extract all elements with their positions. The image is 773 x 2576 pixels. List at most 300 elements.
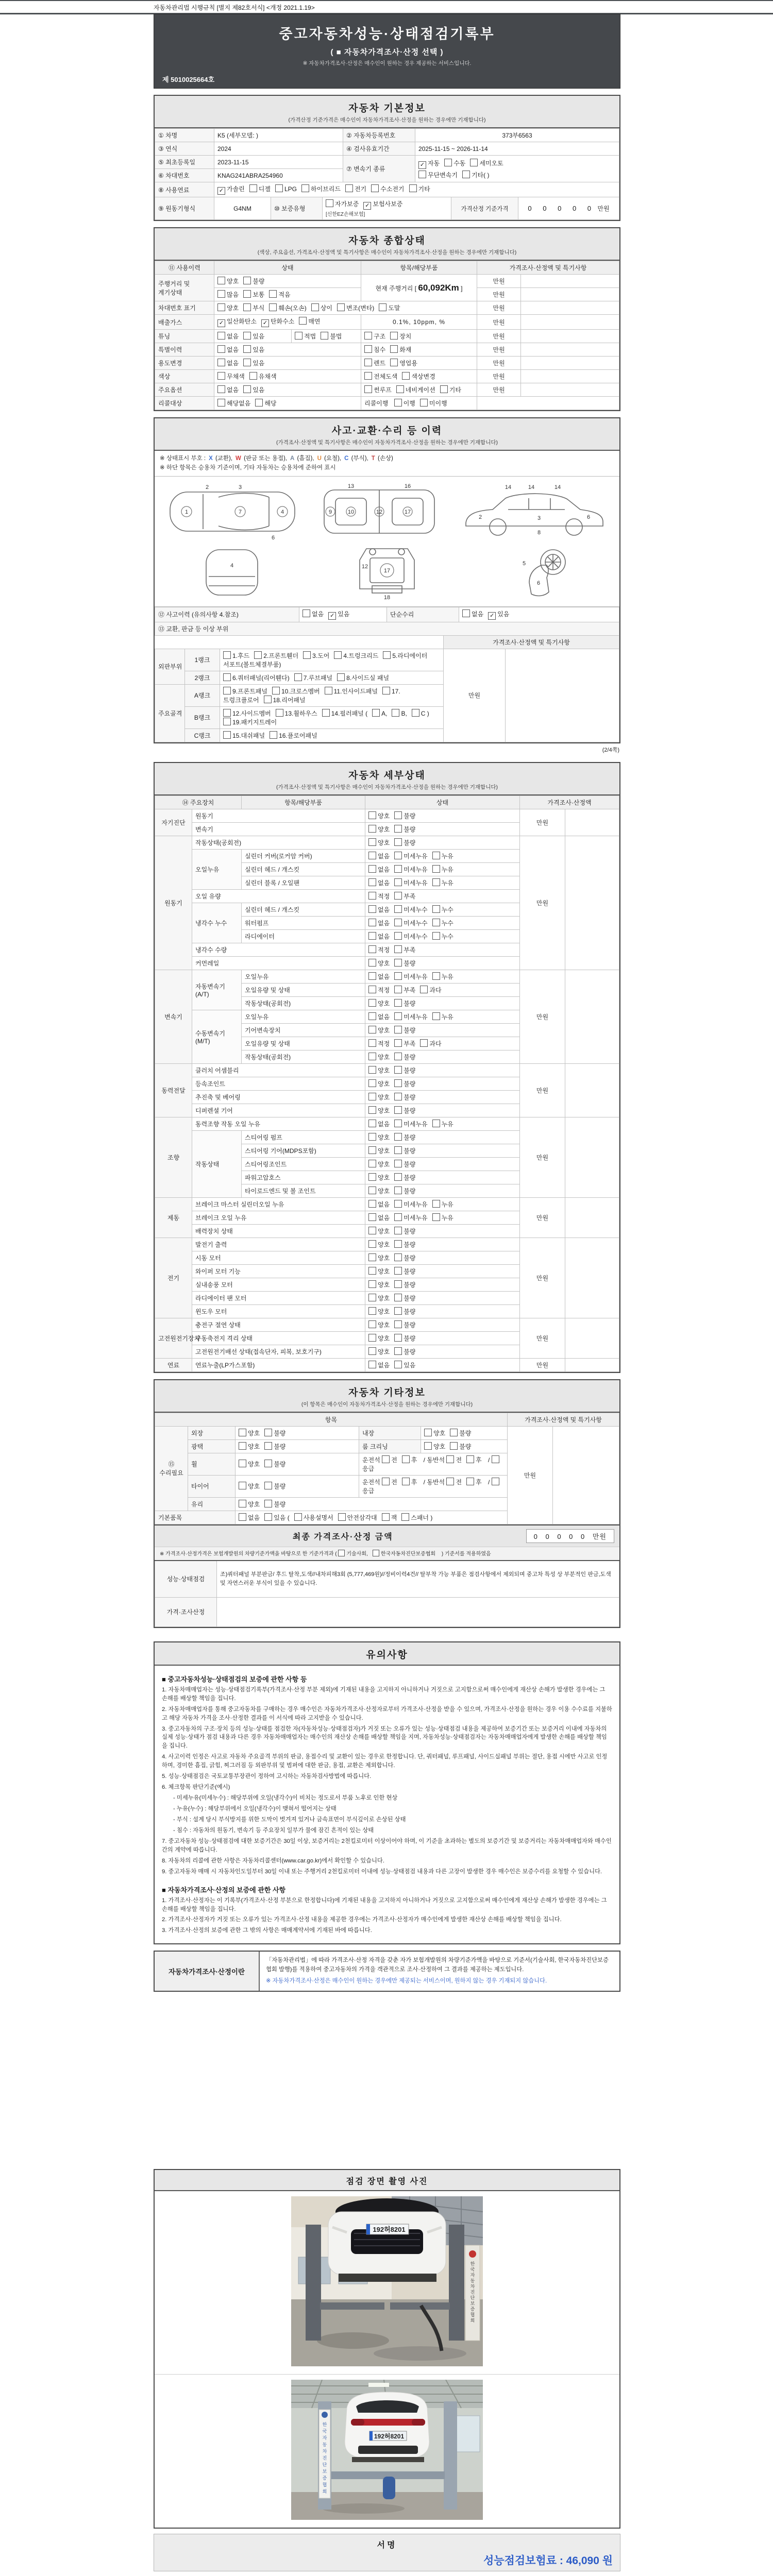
- checkbox-unchecked[interactable]: [364, 345, 372, 353]
- overall-title: 자동차 종합상태: [348, 235, 426, 246]
- checkbox-unchecked[interactable]: [321, 332, 328, 340]
- row-label: 주요옵션: [155, 383, 214, 397]
- checkbox-unchecked[interactable]: [394, 1294, 402, 1301]
- checkbox-unchecked[interactable]: [368, 865, 376, 873]
- emission-values: 0.1%, 10ppm, %: [361, 315, 477, 330]
- checkbox-unchecked[interactable]: [239, 1500, 246, 1507]
- checkbox-unchecked[interactable]: [223, 709, 231, 717]
- checkbox-unchecked[interactable]: [394, 1093, 402, 1100]
- item-label: 파워고압호스: [242, 1171, 365, 1184]
- checkbox-unchecked[interactable]: [394, 932, 402, 940]
- basic-info-table-4: [155, 197, 619, 220]
- checkbox-unchecked[interactable]: [368, 1039, 376, 1047]
- checkbox-unchecked[interactable]: [239, 1429, 246, 1436]
- checkbox-unchecked[interactable]: [217, 290, 225, 298]
- checkbox-unchecked[interactable]: [466, 1455, 474, 1463]
- checkbox-unchecked[interactable]: [294, 1513, 302, 1521]
- table-row: [155, 607, 619, 622]
- checkbox-label: 양호: [378, 1026, 390, 1034]
- state-options: [365, 1264, 520, 1278]
- checkbox-unchecked[interactable]: [396, 385, 404, 393]
- checkbox-unchecked[interactable]: [450, 1429, 458, 1436]
- checkbox-unchecked[interactable]: [295, 332, 303, 340]
- checkbox-unchecked[interactable]: [432, 1012, 440, 1020]
- checkbox-unchecked[interactable]: [368, 1079, 376, 1087]
- checkbox-unchecked[interactable]: [334, 651, 342, 659]
- checkbox-unchecked[interactable]: [368, 1173, 376, 1181]
- checkbox-unchecked[interactable]: [368, 1160, 376, 1167]
- checkbox-unchecked[interactable]: [368, 892, 376, 900]
- checkbox-unchecked[interactable]: [394, 1227, 402, 1234]
- item-label: 실린더 헤드 / 개스킷: [242, 903, 365, 916]
- checkbox-label: 없음: [378, 1120, 390, 1128]
- checkbox-checked[interactable]: ✓: [488, 612, 496, 620]
- checkbox-unchecked[interactable]: [326, 199, 333, 207]
- checkbox-unchecked[interactable]: [466, 1478, 474, 1485]
- row-label: 배출가스: [155, 315, 214, 330]
- checkbox-unchecked[interactable]: [368, 838, 376, 846]
- checkbox-unchecked[interactable]: [394, 838, 402, 846]
- notice-item: 1. 가격조사·산정자는 이 기록부(가격조사·산정 부분으로 한정합니다)에 기재된 내용을 고지하지 아니하거나 거짓으로 고지함으로써 매수인에게 재산상 손해가 발생한 경우에는 그 손해를 배상할 책임을 집니다.: [162, 1897, 607, 1912]
- special-history-options: [214, 343, 361, 357]
- checkbox-unchecked[interactable]: [269, 303, 277, 311]
- diagram-number: 12: [361, 563, 368, 570]
- checkbox-unchecked[interactable]: [394, 1361, 402, 1368]
- checkbox-unchecked[interactable]: [394, 1120, 402, 1127]
- checkbox-unchecked[interactable]: [368, 959, 376, 967]
- checkbox-unchecked[interactable]: [239, 1482, 246, 1489]
- detail-row: [155, 1197, 619, 1211]
- checkbox-unchecked[interactable]: [394, 1079, 402, 1087]
- item-label: 동력조향 작동 오일 누유: [192, 1117, 365, 1130]
- final-price-value: [526, 1529, 614, 1543]
- checkbox-unchecked[interactable]: [409, 184, 417, 192]
- checkbox-unchecked[interactable]: [368, 932, 376, 940]
- checkbox-label: 양호: [433, 1429, 446, 1437]
- checkbox-unchecked[interactable]: [394, 1320, 402, 1328]
- checkbox-unchecked[interactable]: [368, 1066, 376, 1074]
- checkbox-unchecked[interactable]: [394, 1240, 402, 1248]
- checkbox-label: 불량: [404, 812, 416, 820]
- checkbox-unchecked[interactable]: [432, 1120, 440, 1127]
- checkbox-unchecked[interactable]: [402, 372, 410, 380]
- checkbox-unchecked[interactable]: [272, 687, 280, 694]
- sub-group-label: 오일누유: [192, 849, 242, 889]
- checkbox-unchecked[interactable]: [394, 399, 402, 406]
- remark-cell: [565, 1063, 619, 1117]
- checkbox-unchecked[interactable]: [345, 184, 353, 192]
- checkbox-unchecked[interactable]: [243, 332, 251, 340]
- checkbox-unchecked[interactable]: [368, 905, 376, 913]
- checkbox-label: 불량: [404, 1281, 416, 1289]
- checkbox-unchecked[interactable]: [368, 1093, 376, 1100]
- checkbox-unchecked[interactable]: [368, 1053, 376, 1060]
- checkbox-unchecked[interactable]: [424, 1429, 432, 1436]
- checkbox-unchecked[interactable]: [402, 1455, 410, 1463]
- diagram-number: 2: [478, 514, 482, 520]
- checkbox-unchecked[interactable]: [432, 852, 440, 859]
- checkbox-unchecked[interactable]: [239, 1442, 246, 1450]
- checkbox-unchecked[interactable]: [368, 986, 376, 993]
- checkbox-unchecked[interactable]: [243, 385, 251, 393]
- checkbox-unchecked[interactable]: [368, 919, 376, 926]
- checkbox-unchecked[interactable]: [394, 1187, 402, 1194]
- detail-title: 자동차 세부상태: [348, 770, 426, 781]
- checkbox-label: 구조: [374, 333, 386, 340]
- checkbox-unchecked[interactable]: [254, 651, 262, 659]
- checkbox-unchecked[interactable]: [462, 171, 470, 178]
- checkbox-unchecked[interactable]: [368, 1347, 376, 1355]
- checkbox-unchecked[interactable]: [217, 345, 225, 353]
- table-header-row: [155, 261, 619, 275]
- detail-table: [155, 795, 619, 1372]
- checkbox-label: 미세누유: [404, 1200, 428, 1208]
- overall-header: [155, 228, 619, 261]
- checkbox-unchecked[interactable]: [394, 1253, 402, 1261]
- checkbox-unchecked[interactable]: [368, 1200, 376, 1208]
- checkbox-unchecked[interactable]: [368, 1294, 376, 1301]
- row-label: 휠: [188, 1453, 236, 1475]
- basic-info-title: 자동차 기본정보: [348, 103, 426, 114]
- checkbox-unchecked[interactable]: [432, 905, 440, 913]
- checkbox-label: 해당: [264, 400, 277, 407]
- remark-cell: [521, 330, 619, 343]
- checkbox-unchecked[interactable]: [432, 865, 440, 873]
- checkbox-unchecked[interactable]: [368, 1361, 376, 1368]
- device-label: 자기진단: [155, 809, 192, 836]
- checkbox-unchecked[interactable]: [364, 332, 372, 340]
- car-diagram-trunk-floor-view: [343, 545, 431, 600]
- checkbox-unchecked[interactable]: [394, 865, 402, 873]
- checkbox-checked[interactable]: ✓: [363, 202, 371, 210]
- checkbox-unchecked[interactable]: [322, 709, 330, 717]
- checkbox-unchecked[interactable]: [373, 1550, 379, 1556]
- checkbox-unchecked[interactable]: [368, 1253, 376, 1261]
- checkbox-unchecked[interactable]: [392, 709, 399, 717]
- checkbox-label: LPG: [284, 185, 297, 193]
- checkbox-unchecked[interactable]: [368, 1026, 376, 1033]
- checkbox-unchecked[interactable]: [368, 1334, 376, 1342]
- photos-header: [155, 2170, 619, 2191]
- checkbox-unchecked[interactable]: [432, 878, 440, 886]
- legend-code-desc: (판금 또는 용접),: [242, 455, 287, 462]
- checkbox-unchecked[interactable]: [368, 945, 376, 953]
- checkbox-label: 2.프론트휀더: [263, 652, 299, 659]
- checkbox-unchecked[interactable]: [394, 1307, 402, 1315]
- remark-cell: [565, 1238, 619, 1318]
- checkbox-label: 색상변경: [411, 373, 435, 380]
- checkbox-unchecked[interactable]: [338, 1513, 346, 1521]
- checkbox-unchecked[interactable]: [364, 359, 372, 366]
- checkbox-unchecked[interactable]: [337, 303, 345, 311]
- checkbox-checked[interactable]: ✓: [217, 319, 225, 327]
- checkbox-checked[interactable]: ✓: [418, 161, 426, 169]
- checkbox-unchecked[interactable]: [223, 651, 231, 659]
- checkbox-unchecked[interactable]: [364, 385, 372, 393]
- checkbox-unchecked[interactable]: [394, 959, 402, 967]
- checkbox-label: 적정: [378, 892, 390, 900]
- checkbox-unchecked[interactable]: [368, 811, 376, 819]
- checkbox-unchecked[interactable]: [301, 184, 309, 192]
- checkbox-unchecked[interactable]: [394, 1039, 402, 1047]
- price-select-subtitle: ( ■ 자동차가격조사·산정 선택 ): [330, 48, 444, 57]
- checkbox-label: 양호: [378, 1066, 390, 1074]
- checkbox-unchecked[interactable]: [243, 277, 251, 284]
- checkbox-unchecked[interactable]: [368, 1146, 376, 1154]
- checkbox-unchecked[interactable]: [223, 718, 231, 725]
- checkbox-unchecked[interactable]: [264, 696, 272, 703]
- checkbox-unchecked[interactable]: [371, 184, 379, 192]
- checkbox-unchecked[interactable]: [462, 609, 470, 617]
- state-options: [365, 996, 520, 1010]
- state-options: [365, 1345, 520, 1358]
- checkbox-unchecked[interactable]: [368, 1012, 376, 1020]
- checkbox-unchecked[interactable]: [223, 731, 231, 739]
- checkbox-unchecked[interactable]: [217, 359, 225, 366]
- checkbox-unchecked[interactable]: [270, 731, 277, 739]
- checkbox-unchecked[interactable]: [394, 1347, 402, 1355]
- checkbox-unchecked[interactable]: [492, 1478, 499, 1485]
- checkbox-label: 없음: [227, 386, 239, 394]
- checkbox-unchecked[interactable]: [382, 1478, 390, 1485]
- tuning-type-options: [361, 330, 477, 343]
- lift-banner-text-front: 한 국 자 동 차 진 단 보 증 협 회: [470, 2261, 475, 2323]
- state-options: [365, 970, 520, 983]
- checkbox-unchecked[interactable]: [446, 1455, 454, 1463]
- checkbox-checked[interactable]: ✓: [261, 319, 269, 327]
- checkbox-unchecked[interactable]: [420, 399, 428, 406]
- checkbox-unchecked[interactable]: [394, 825, 402, 833]
- inspection-insurance-fee: 성능점검보험료 : 46,090 원: [483, 2555, 613, 2567]
- checkbox-unchecked[interactable]: [368, 1106, 376, 1114]
- checkbox-unchecked[interactable]: [394, 972, 402, 980]
- checkbox-unchecked[interactable]: [264, 1429, 272, 1436]
- price-cell: 만원: [520, 1238, 565, 1318]
- checkbox-unchecked[interactable]: [255, 399, 263, 406]
- item-label: 오일 유량: [192, 889, 365, 903]
- checkbox-unchecked[interactable]: [243, 359, 251, 366]
- checkbox-unchecked[interactable]: [382, 1513, 390, 1521]
- checkbox-unchecked[interactable]: [368, 1213, 376, 1221]
- checkbox-unchecked[interactable]: [394, 1133, 402, 1141]
- checkbox-unchecked[interactable]: [368, 1187, 376, 1194]
- checkbox-unchecked[interactable]: [390, 359, 398, 366]
- checkbox-unchecked[interactable]: [217, 372, 225, 380]
- checkbox-unchecked[interactable]: [368, 999, 376, 1007]
- checkbox-label: 변조(변타): [346, 304, 375, 312]
- checkbox-unchecked[interactable]: [420, 1039, 428, 1047]
- checkbox-label: 양호: [378, 1308, 390, 1315]
- checkbox-unchecked[interactable]: [368, 1240, 376, 1248]
- checkbox-unchecked[interactable]: [364, 372, 372, 380]
- checkbox-unchecked[interactable]: [368, 1307, 376, 1315]
- checkbox-unchecked[interactable]: [432, 919, 440, 926]
- checkbox-unchecked[interactable]: [492, 1455, 499, 1463]
- checkbox-unchecked[interactable]: [440, 385, 448, 393]
- remark-cell: [521, 275, 619, 288]
- checkbox-unchecked[interactable]: [239, 1460, 246, 1467]
- checkbox-unchecked[interactable]: [379, 303, 386, 311]
- inspector-opinion-text: 조)쿼터패널 부분판금/ 후드 탈착,도색//내차피해3회 (5,777,469원)//정비이력4건// 탈부착 가능 부품은 점검사항에서 제외되며 중고차 특성 상 부분적인 판금,도색 및 자연스러운 부식이 있을 수 있습니다.: [217, 1561, 619, 1598]
- checkbox-unchecked[interactable]: [217, 385, 225, 393]
- checkbox-unchecked[interactable]: [243, 303, 251, 311]
- diagram-number: 3: [239, 484, 242, 490]
- checkbox-unchecked[interactable]: [394, 1026, 402, 1033]
- checkbox-unchecked[interactable]: [299, 317, 307, 325]
- checkbox-unchecked[interactable]: [243, 290, 251, 298]
- checkbox-unchecked[interactable]: [303, 609, 310, 617]
- checkbox-unchecked[interactable]: [264, 1442, 272, 1450]
- checkbox-unchecked[interactable]: [418, 171, 426, 178]
- checkbox-unchecked[interactable]: [394, 1200, 402, 1208]
- checkbox-unchecked[interactable]: [412, 709, 419, 717]
- checkbox-unchecked[interactable]: [420, 986, 428, 993]
- accident-history-label: ⑫ 사고이력 (유의사항 4.참조): [155, 607, 299, 622]
- checkbox-unchecked[interactable]: [368, 972, 376, 980]
- checkbox-unchecked[interactable]: [394, 1173, 402, 1181]
- checkbox-unchecked[interactable]: [264, 1513, 272, 1521]
- item-label: 연료누출(LP가스포함): [192, 1358, 365, 1371]
- checkbox-unchecked[interactable]: [432, 1213, 440, 1221]
- item-label: 작동상태(공회전): [242, 996, 365, 1010]
- checkbox-label: 스패너 ): [411, 1514, 433, 1521]
- checkbox-unchecked[interactable]: [444, 159, 452, 166]
- checkbox-unchecked[interactable]: [394, 892, 402, 900]
- final-note-post: ) 기준서를 적용하였음: [441, 1551, 491, 1557]
- checkbox-unchecked[interactable]: [394, 1267, 402, 1275]
- checkbox-unchecked[interactable]: [394, 878, 402, 886]
- checkbox-unchecked[interactable]: [432, 1200, 440, 1208]
- checkbox-unchecked[interactable]: [337, 673, 345, 681]
- checkbox-checked[interactable]: ✓: [217, 187, 225, 195]
- checkbox-unchecked[interactable]: [394, 1106, 402, 1114]
- checkbox-unchecked[interactable]: [383, 651, 391, 659]
- checkbox-unchecked[interactable]: [394, 1066, 402, 1074]
- checkbox-label: 없음: [378, 1200, 390, 1208]
- checkbox-unchecked[interactable]: [243, 345, 251, 353]
- checkbox-unchecked[interactable]: [402, 1478, 410, 1485]
- checkbox-label: 양호: [248, 1429, 260, 1437]
- checkbox-unchecked[interactable]: [394, 986, 402, 993]
- checkbox-unchecked[interactable]: [394, 919, 402, 926]
- checkbox-unchecked[interactable]: [217, 277, 225, 284]
- checkbox-unchecked[interactable]: [368, 1120, 376, 1127]
- checkbox-unchecked[interactable]: [264, 1482, 272, 1489]
- checkbox-unchecked[interactable]: [368, 1280, 376, 1288]
- price-cell: 만원: [520, 1063, 565, 1117]
- checkbox-label: 없음: [378, 933, 390, 940]
- checkbox-unchecked[interactable]: [390, 345, 398, 353]
- checkbox-unchecked[interactable]: [394, 999, 402, 1007]
- checkbox-unchecked[interactable]: [394, 852, 402, 859]
- checkbox-unchecked[interactable]: [382, 1455, 390, 1463]
- checkbox-unchecked[interactable]: [394, 1053, 402, 1060]
- checkbox-unchecked[interactable]: [372, 709, 380, 717]
- checkbox-unchecked[interactable]: [394, 811, 402, 819]
- notice-item: 2. 자동차매매업자를 통해 중고자동차를 구매하는 경우 매수인은 자동차가격조사·산정자로부터 가격조사·산정을 받을 수 있으며, 가격조사·산정을 원하는 경우 이용 수수료를 지불하고 해당 자동차 가격을 조사·산정한 결과를 이 서식에 따라 고지받을 수 있습니다.: [162, 1706, 612, 1721]
- checkbox-unchecked[interactable]: [394, 1334, 402, 1342]
- checkbox-unchecked[interactable]: [368, 878, 376, 886]
- diagram-number: 9: [328, 509, 332, 515]
- price-cell: 만원: [444, 649, 506, 742]
- checkbox-unchecked[interactable]: [264, 1500, 272, 1507]
- checkbox-unchecked[interactable]: [446, 1478, 454, 1485]
- checkbox-unchecked[interactable]: [368, 852, 376, 859]
- checkbox-unchecked[interactable]: [303, 651, 311, 659]
- checkbox-unchecked[interactable]: [269, 290, 277, 298]
- checkbox-unchecked[interactable]: [424, 1442, 432, 1450]
- checkbox-unchecked[interactable]: [394, 1160, 402, 1167]
- checkbox-unchecked[interactable]: [394, 1146, 402, 1154]
- checkbox-unchecked[interactable]: [217, 399, 225, 406]
- checkbox-unchecked[interactable]: [217, 332, 225, 340]
- checkbox-unchecked[interactable]: [294, 673, 302, 681]
- vin-mark-options: [214, 301, 477, 315]
- checkbox-unchecked[interactable]: [394, 1280, 402, 1288]
- checkbox-checked[interactable]: ✓: [328, 612, 336, 620]
- checkbox-label: 불량: [404, 1348, 416, 1355]
- checkbox-unchecked[interactable]: [223, 673, 231, 681]
- checkbox-unchecked[interactable]: [390, 332, 398, 340]
- row-label: 룸 크리닝: [359, 1439, 421, 1453]
- base-price-label: 가격산정 기준가격: [451, 197, 518, 220]
- checkbox-unchecked[interactable]: [368, 1227, 376, 1234]
- other-header: [155, 1380, 619, 1413]
- checkbox-unchecked[interactable]: [223, 687, 231, 694]
- checkbox-unchecked[interactable]: [368, 1267, 376, 1275]
- checkbox-unchecked[interactable]: [239, 1513, 246, 1521]
- notice-item: - 미세누유(미세누수) : 해당부위에 오일(냉각수)이 비치는 정도로서 부품 노후로 인한 현상: [173, 1795, 398, 1802]
- appraiser-opinion-text: [217, 1597, 619, 1626]
- item-label: 스티어링조인트: [242, 1157, 365, 1171]
- checkbox-unchecked[interactable]: [338, 1550, 345, 1556]
- appraiser-opinion-label: 가격·조사산정: [155, 1597, 217, 1626]
- checkbox-unchecked[interactable]: [311, 303, 319, 311]
- checkbox-unchecked[interactable]: [432, 972, 440, 980]
- diagram-number: 6: [537, 580, 541, 586]
- checkbox-unchecked[interactable]: [450, 1442, 458, 1450]
- checkbox-unchecked[interactable]: [368, 1320, 376, 1328]
- table-row: [155, 197, 619, 220]
- checkbox-unchecked[interactable]: [217, 303, 225, 311]
- checkbox-label: 불량: [404, 1187, 416, 1195]
- checkbox-unchecked[interactable]: [368, 1133, 376, 1141]
- checkbox-unchecked[interactable]: [394, 905, 402, 913]
- checkbox-unchecked[interactable]: [325, 687, 332, 694]
- tuning-legal-options: [292, 330, 361, 343]
- checkbox-unchecked[interactable]: [470, 159, 478, 166]
- accident-history-options: [299, 607, 387, 622]
- checkbox-unchecked[interactable]: [249, 184, 257, 192]
- item-label: 추진축 및 베어링: [192, 1090, 365, 1104]
- checkbox-unchecked[interactable]: [382, 687, 390, 694]
- table-row: [155, 330, 619, 343]
- checkbox-unchecked[interactable]: [394, 945, 402, 953]
- checkbox-label: 수소전기: [380, 185, 405, 193]
- checkbox-unchecked[interactable]: [394, 1213, 402, 1221]
- detail-row: [155, 1358, 619, 1371]
- checkbox-label: 도말: [388, 304, 400, 312]
- checkbox-unchecked[interactable]: [249, 372, 257, 380]
- checkbox-unchecked[interactable]: [394, 1012, 402, 1020]
- checkbox-unchecked[interactable]: [275, 184, 283, 192]
- checkbox-label: 불량: [404, 999, 416, 1007]
- checkbox-unchecked[interactable]: [401, 1513, 409, 1521]
- checkbox-unchecked[interactable]: [368, 825, 376, 833]
- checkbox-unchecked[interactable]: [432, 932, 440, 940]
- checkbox-unchecked[interactable]: [264, 1460, 272, 1467]
- checkbox-unchecked[interactable]: [276, 709, 283, 717]
